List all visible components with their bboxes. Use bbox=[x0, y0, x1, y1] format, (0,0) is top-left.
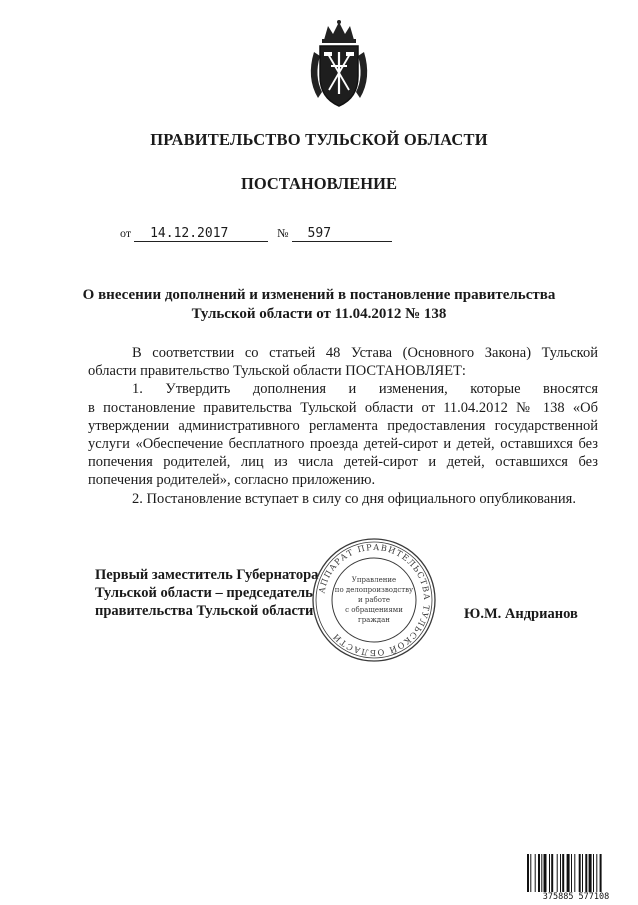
date-prefix: от bbox=[120, 226, 132, 240]
official-round-seal-icon bbox=[310, 536, 438, 664]
stamp-ring-text: АППАРАТ ПРАВИТЕЛЬСТВА ТУЛЬСКОЙ ОБЛАСТИ bbox=[316, 541, 433, 659]
item-1-text: в постановление правительства Тульской области от 11.04.2012 № 138 «Об утверждении административного регламента предоставления государственной услуги «Обеспечение бесплатного проезда детей-сирот и детей, оставшихся без попечения родителей, лиц из числа детей-сирот и детей, оставшихся без попечения родителей», согласно приложению. bbox=[88, 399, 598, 489]
item-1-first-line: 1. Утвердить дополнения и изменения, которые вносятся bbox=[132, 381, 598, 398]
barcode bbox=[526, 854, 626, 902]
document-date: 14.12.2017 bbox=[134, 226, 268, 242]
stamp-line-1: Управление bbox=[351, 576, 397, 584]
stamp-line-4: с обращениями bbox=[345, 606, 403, 614]
preamble-line-2: области правительство Тульской области ПОСТАНОВЛЯЕТ: bbox=[88, 363, 466, 380]
preamble-line-1: В соответствии со статьей 48 Устава (Основного Закона) Тульской bbox=[132, 345, 598, 361]
tula-coat-of-arms-icon bbox=[300, 18, 378, 110]
stamp-line-2: по делопроизводству bbox=[334, 586, 414, 594]
document-body bbox=[88, 344, 598, 508]
position-line-3: правительства Тульской области bbox=[95, 603, 314, 619]
signatory-position bbox=[95, 566, 318, 620]
number-prefix: № bbox=[277, 226, 289, 240]
stamp-line-3: и работе bbox=[358, 596, 390, 604]
subject-line-2: Тульской области от 11.04.2012 № 138 bbox=[191, 306, 447, 322]
barcode-icon bbox=[526, 854, 626, 892]
government-title: ПРАВИТЕЛЬСТВО ТУЛЬСКОЙ ОБЛАСТИ bbox=[150, 130, 488, 149]
document-number: 597 bbox=[292, 226, 392, 242]
subject-line-1: О внесении дополнений и изменений в постановление правительства bbox=[82, 287, 556, 303]
barcode-number: 375885 577108 bbox=[526, 892, 626, 902]
position-line-1: Первый заместитель Губернатора bbox=[95, 567, 319, 583]
registration-line bbox=[120, 226, 392, 242]
document-type: ПОСТАНОВЛЕНИЕ bbox=[241, 174, 397, 193]
position-line-2: Тульской области – председатель bbox=[95, 585, 313, 601]
stamp-line-5: граждан bbox=[358, 616, 390, 624]
signatory-name: Ю.М. Андрианов bbox=[464, 606, 578, 622]
document-subject bbox=[0, 286, 638, 324]
item-2-text: 2. Постановление вступает в силу со дня официального опубликования. bbox=[132, 490, 576, 507]
